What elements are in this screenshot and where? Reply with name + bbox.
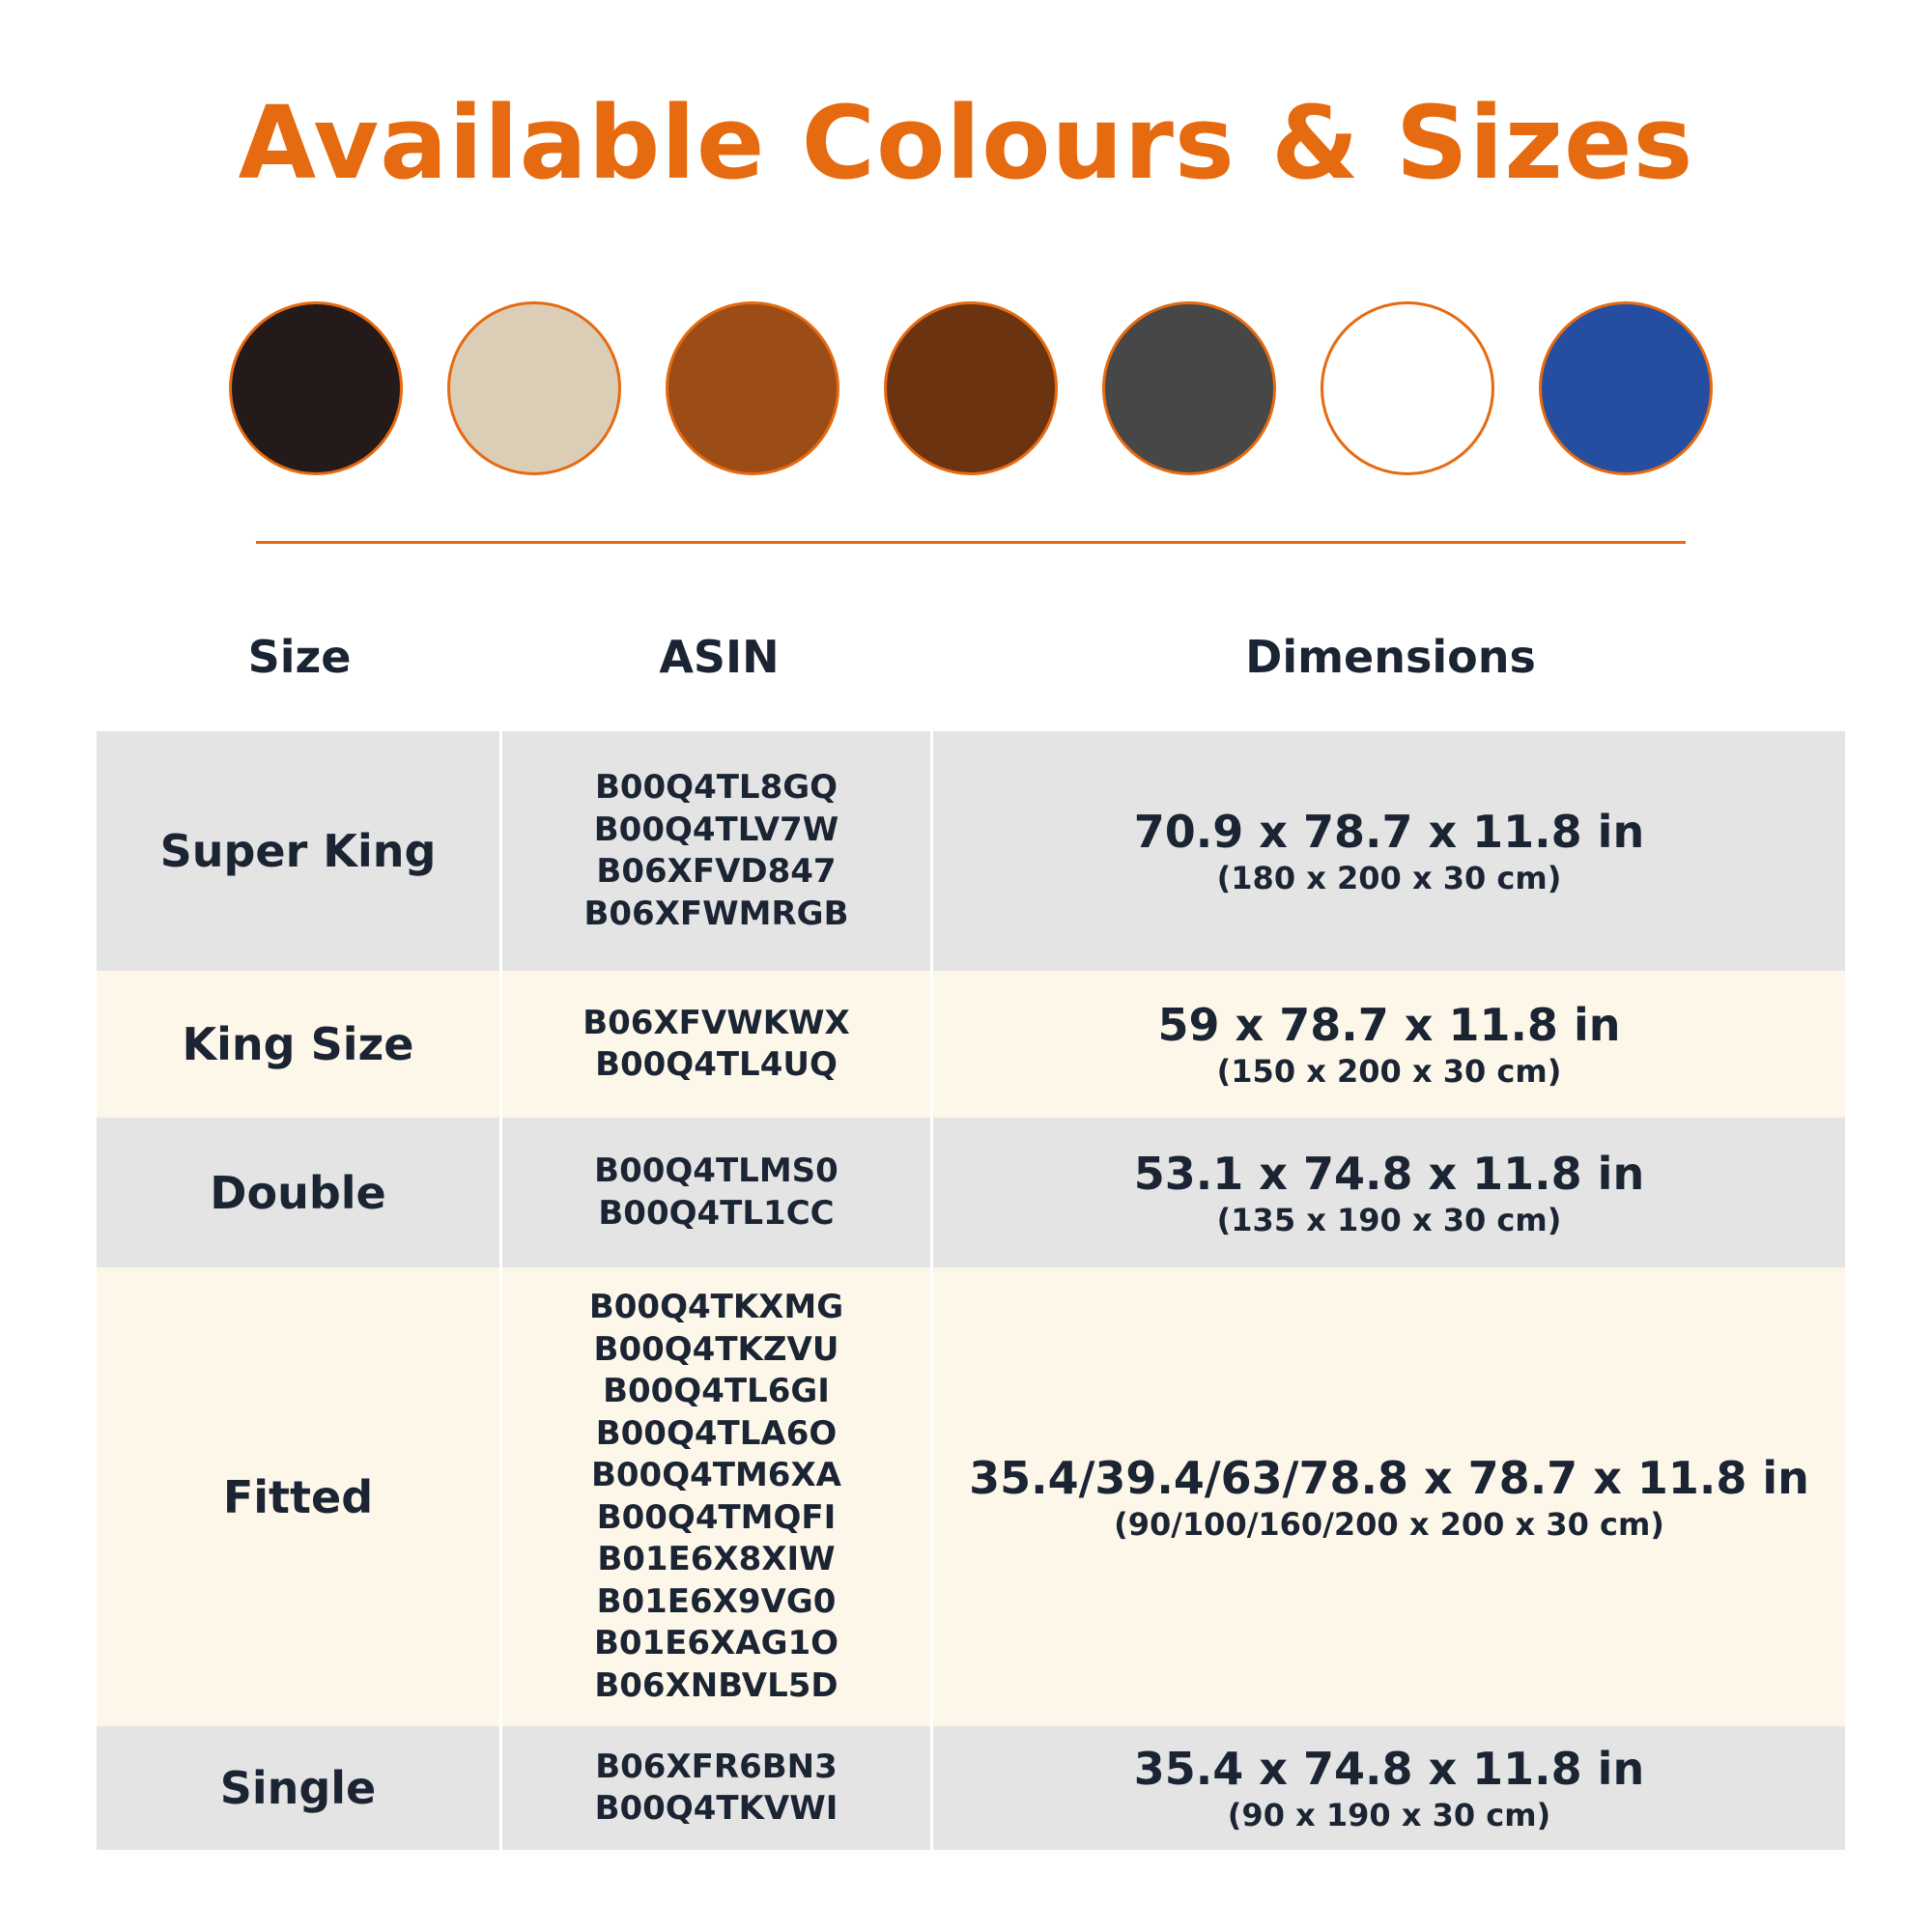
colour-swatch-blue[interactable] bbox=[1539, 301, 1713, 475]
asin-cell bbox=[502, 731, 933, 971]
dimensions-cell bbox=[933, 1118, 1845, 1267]
asin-code: B06XFVD847 bbox=[596, 852, 837, 891]
table-row bbox=[97, 1267, 1845, 1726]
dimensions-cell bbox=[933, 971, 1845, 1118]
asin-code: B00Q4TKXMG bbox=[588, 1288, 844, 1326]
dimensions-inches: 35.4/39.4/63/78.8 x 78.7 x 11.8 in bbox=[969, 1451, 1809, 1504]
dimensions-inches: 53.1 x 74.8 x 11.8 in bbox=[1133, 1147, 1645, 1200]
asin-code: B06XNBVL5D bbox=[594, 1665, 838, 1705]
asin-code: B00Q4TLA6O bbox=[595, 1413, 838, 1453]
dimensions-cm: (90 x 190 x 30 cm) bbox=[1227, 1797, 1551, 1833]
colour-swatch-black[interactable] bbox=[229, 301, 403, 475]
table-row bbox=[97, 731, 1845, 971]
column-header-dimensions: Dimensions bbox=[1245, 631, 1536, 683]
table-row bbox=[97, 1726, 1845, 1850]
asin-code: B06XFWMRGB bbox=[583, 894, 849, 933]
asin-code: B00Q4TL4UQ bbox=[595, 1045, 838, 1084]
column-header-asin: ASIN bbox=[659, 631, 780, 683]
asin-cell bbox=[502, 971, 933, 1118]
size-cell: Fitted bbox=[97, 1267, 502, 1726]
asin-code: B06XFR6BN3 bbox=[595, 1747, 838, 1786]
size-cell: Super King bbox=[97, 731, 502, 971]
asin-cell bbox=[502, 1118, 933, 1267]
size-table bbox=[97, 731, 1845, 1850]
asin-cell bbox=[502, 1267, 933, 1726]
dimensions-inches: 59 x 78.7 x 11.8 in bbox=[1157, 999, 1621, 1051]
dimensions-inches: 35.4 x 74.8 x 11.8 in bbox=[1133, 1743, 1645, 1795]
section-divider bbox=[256, 541, 1686, 544]
size-cell: Double bbox=[97, 1118, 502, 1267]
asin-code: B00Q4TKVWI bbox=[594, 1789, 838, 1828]
size-cell: Single bbox=[97, 1726, 502, 1850]
colour-swatch-white[interactable] bbox=[1321, 301, 1494, 475]
colour-swatch-grey[interactable] bbox=[1102, 301, 1276, 475]
dimensions-cm: (180 x 200 x 30 cm) bbox=[1216, 860, 1562, 896]
asin-code: B01E6X8XIW bbox=[597, 1540, 836, 1578]
asin-code: B00Q4TKZVU bbox=[593, 1329, 839, 1369]
asin-code: B00Q4TL6GI bbox=[603, 1372, 830, 1410]
page-title: Available Colours & Sizes bbox=[238, 84, 1694, 202]
asin-code: B00Q4TL8GQ bbox=[594, 768, 838, 807]
column-header-size: Size bbox=[247, 631, 352, 683]
dimensions-cell bbox=[933, 1267, 1845, 1726]
asin-cell bbox=[502, 1726, 933, 1850]
colour-swatch-brown[interactable] bbox=[884, 301, 1058, 475]
asin-code: B00Q4TLV7W bbox=[593, 810, 839, 849]
asin-code: B00Q4TLMS0 bbox=[594, 1151, 838, 1190]
asin-code: B01E6XAG1O bbox=[593, 1624, 839, 1662]
dimensions-cell bbox=[933, 1726, 1845, 1850]
dimensions-cell bbox=[933, 731, 1845, 971]
asin-code: B00Q4TMQFI bbox=[596, 1497, 837, 1537]
size-cell: King Size bbox=[97, 971, 502, 1118]
colour-swatch-cream[interactable] bbox=[447, 301, 621, 475]
dimensions-cm: (90/100/160/200 x 200 x 30 cm) bbox=[1114, 1505, 1664, 1543]
dimensions-inches: 70.9 x 78.7 x 11.8 in bbox=[1133, 806, 1645, 858]
asin-code: B06XFVWKWX bbox=[582, 1003, 850, 1042]
table-row bbox=[97, 971, 1845, 1118]
asin-code: B00Q4TL1CC bbox=[598, 1193, 835, 1233]
dimensions-cm: (150 x 200 x 30 cm) bbox=[1216, 1053, 1562, 1090]
asin-code: B00Q4TM6XA bbox=[590, 1456, 841, 1494]
dimensions-cm: (135 x 190 x 30 cm) bbox=[1216, 1201, 1562, 1238]
asin-code: B01E6X9VG0 bbox=[596, 1581, 837, 1621]
colour-swatch-rust[interactable] bbox=[666, 301, 839, 475]
table-row bbox=[97, 1118, 1845, 1267]
colour-swatches bbox=[229, 301, 1713, 475]
